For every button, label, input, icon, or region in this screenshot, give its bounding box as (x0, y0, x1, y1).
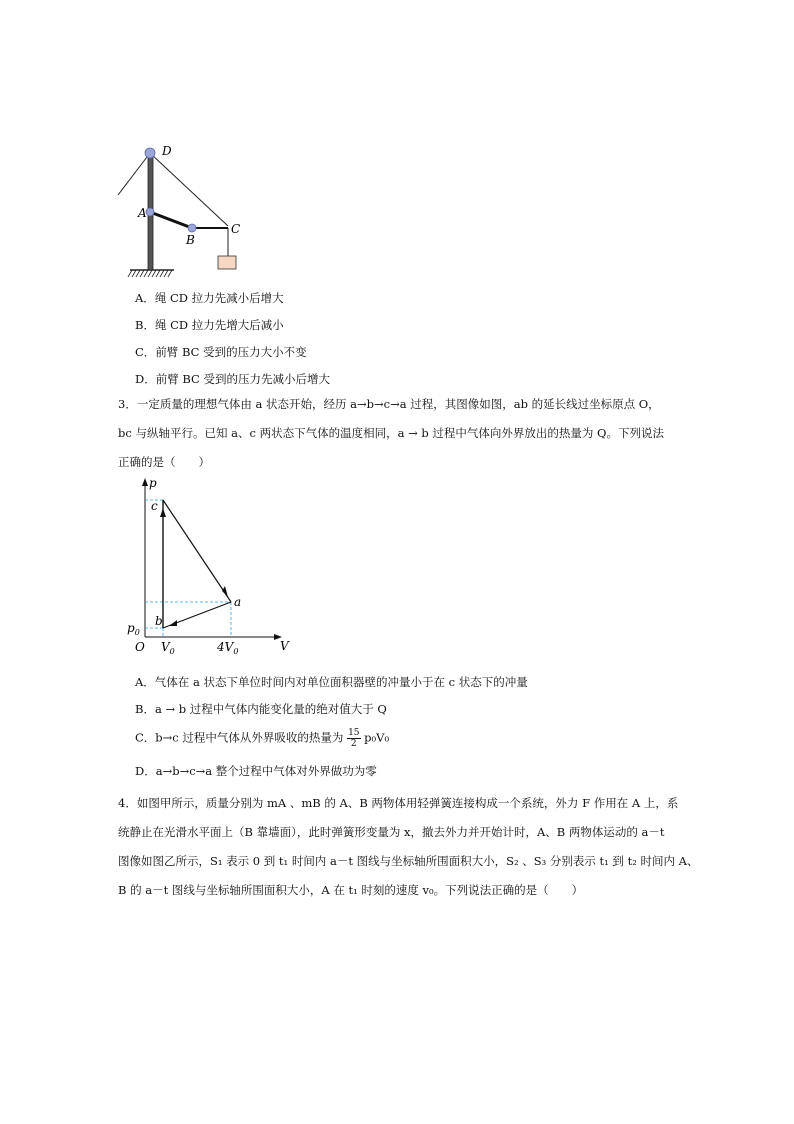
q3-option-b: B．a → b 过程中气体内能变化量的绝对值大于 Q (135, 702, 387, 716)
q2-option-d: D．前臂 BC 受到的压力先减小后增大 (135, 372, 331, 386)
axis-v-label: V (280, 639, 289, 653)
point-b-label: b (155, 614, 163, 628)
pv-graph (125, 475, 295, 655)
q4-stem: 4．如图甲所示，质量分别为 mA 、mB 的 A、B 两物体用轻弹簧连接构成一个系统，外力 F 作用在 A 上，系 统静止在光滑水平面上（B 靠墙面），此时弹簧形变量为 x，撤去外力并开始计时，A、B 两物体运动的 a－t 图像如图乙所示，S₁ 表示 0 到 t₁ 时间内 a－t 图线与坐标轴所围面积大小，S₂ 、S₃ 分别表示 t₁ 到 t₂ 时间内 A、 B 的 a－t 图线与坐标轴所围面积大小，A 在 t₁ 时刻的速度 v₀。下列说法正确的是（ ） (118, 796, 699, 897)
q3-option-a: A．气体在 a 状态下单位时间内对单位面积器壁的冲量小于在 c 状态下的冲量 (135, 675, 528, 689)
q3-option-c: C．b→c 过程中气体从外界吸收的热量为 $\frac{15}{2}$ p₀V₀ (135, 728, 390, 749)
axis-p-label: p (149, 476, 157, 490)
q4-number: 4． (118, 796, 137, 810)
q2-option-a: A．绳 CD 拉力先减小后增大 (135, 291, 284, 305)
fraction-15-over-2: $\frac{15}{2}$ (348, 728, 360, 749)
point-a-label: a (234, 595, 242, 609)
arm-pulley-figure (110, 140, 250, 280)
q3-stem: 3．一定质量的理想气体由 a 状态开始，经历 a→b→c→a 过程，其图像如图，ab 的延长线过坐标原点 O， bc 与纵轴平行。已知 a、c 两状态下气体的温度相同，a → b 过程中气体向外界放出的热量为 Q。下列说法 正确的是（ ） (118, 397, 664, 469)
p0-label: $p_0$ (127, 621, 140, 637)
point-c-label: c (151, 499, 158, 513)
v0-label: $V_0$ (161, 640, 175, 655)
origin-label: O (135, 640, 145, 654)
label-B: B (186, 233, 195, 247)
label-C: C (231, 222, 241, 236)
q2-option-b: B．绳 CD 拉力先增大后减小 (135, 318, 284, 332)
label-D: D (162, 144, 172, 158)
q2-option-c: C．前臂 BC 受到的压力大小不变 (135, 345, 307, 359)
label-A: A (138, 206, 147, 220)
4v0-label: $4V_0$ (217, 640, 239, 655)
q3-number: 3． (118, 397, 137, 411)
q3-option-d: D．a→b→c→a 整个过程中气体对外界做功为零 (135, 764, 377, 778)
